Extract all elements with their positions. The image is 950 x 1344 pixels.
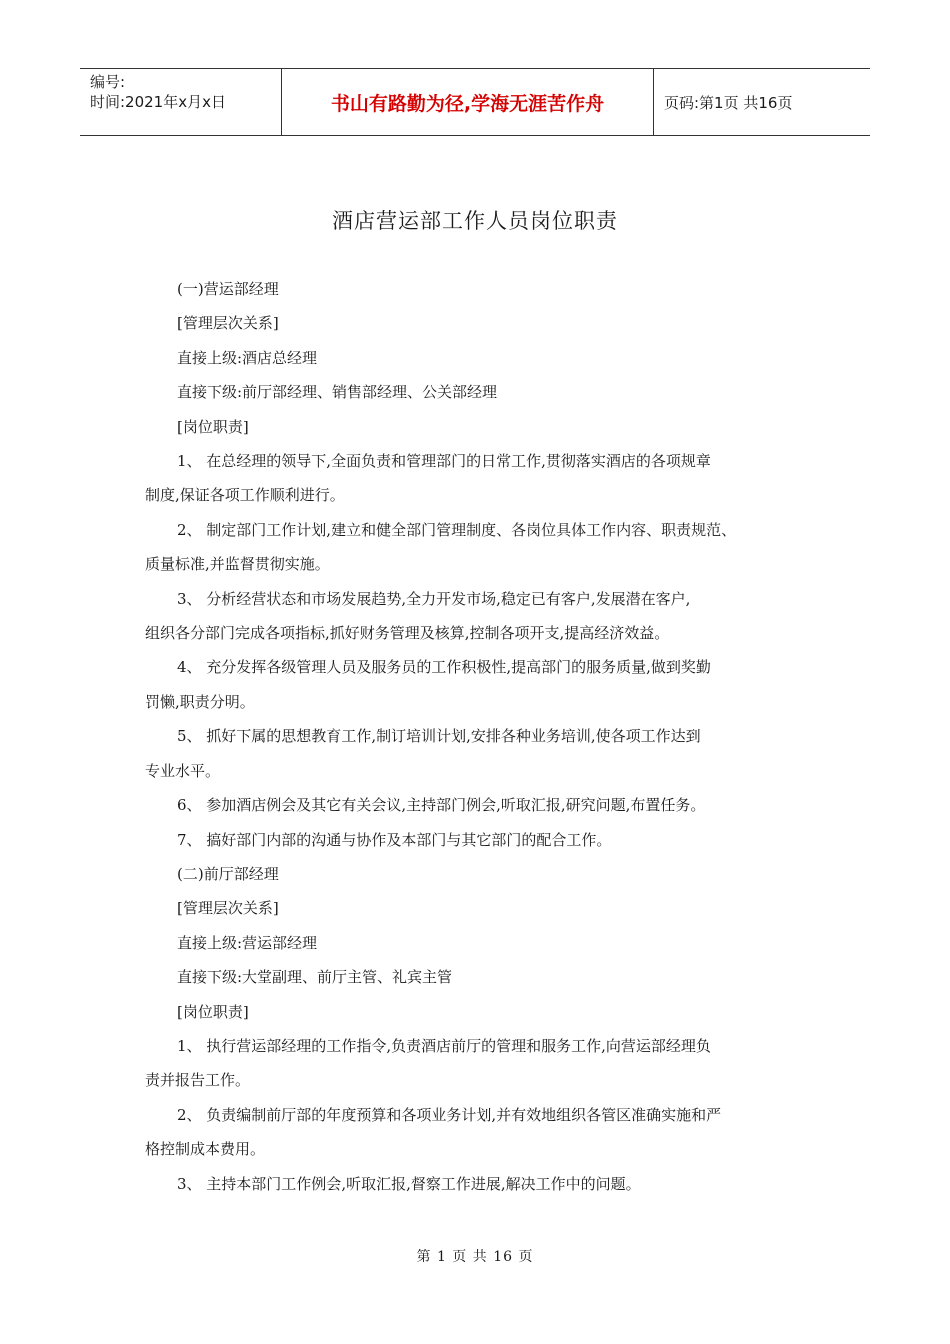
paragraph-line: 专业水平。 <box>145 761 221 780</box>
paragraph-line: 组织各分部门完成各项指标,抓好财务管理及核算,控制各项开支,提高经济效益。 <box>145 624 670 643</box>
paragraph-line: 1、 在总经理的领导下,全面负责和管理部门的日常工作,贯彻落实酒店的各项规章 <box>177 452 711 471</box>
paragraph-line: [管理层次关系] <box>177 899 279 918</box>
paragraph-line: 制度,保证各项工作顺利进行。 <box>145 486 345 505</box>
paragraph-line: 格控制成本费用。 <box>145 1140 266 1159</box>
paragraph-line: (一)营运部经理 <box>177 280 279 298</box>
paragraph-line: [管理层次关系] <box>177 314 279 333</box>
document-time-label: 时间:2021年x月x日 <box>90 93 226 111</box>
paragraph-line: 直接上级:营运部经理 <box>177 933 318 952</box>
paragraph-line: 罚懒,职责分明。 <box>145 692 255 711</box>
paragraph-line: 3、 主持本部门工作例会,听取汇报,督察工作进展,解决工作中的问题。 <box>177 1174 641 1193</box>
paragraph-line: 5、 抓好下属的思想教育工作,制订培训计划,安排各种业务培训,使各项工作达到 <box>177 727 701 746</box>
paragraph-line: 责并报告工作。 <box>145 1071 251 1090</box>
paragraph-line: [岗位职责] <box>177 1002 249 1021</box>
header-page-info: 页码:第1页 共16页 <box>664 93 793 112</box>
paragraph-line: [岗位职责] <box>177 417 249 436</box>
page-footer: 第 1 页 共 16 页 <box>416 1249 534 1265</box>
paragraph-line: 直接下级:前厅部经理、销售部经理、公关部经理 <box>177 383 498 402</box>
paragraph-line: 2、 制定部门工作计划,建立和健全部门管理制度、各岗位具体工作内容、职责规范、 <box>177 520 737 539</box>
paragraph-line: 1、 执行营运部经理的工作指令,负责酒店前厅的管理和服务工作,向营运部经理负 <box>177 1036 711 1055</box>
paragraph-line: 3、 分析经营状态和市场发展趋势,全力开发市场,稳定已有客户,发展潜在客户, <box>177 589 691 608</box>
paragraph-line: 6、 参加酒店例会及其它有关会议,主持部门例会,听取汇报,研究问题,布置任务。 <box>177 796 706 815</box>
paragraph-line: 7、 搞好部门内部的沟通与协作及本部门与其它部门的配合工作。 <box>177 830 612 849</box>
document-body <box>145 272 825 1201</box>
document-number-label: 编号: <box>90 73 126 91</box>
paragraph-line: 直接上级:酒店总经理 <box>177 348 318 367</box>
paragraph-line: 2、 负责编制前厅部的年度预算和各项业务计划,并有效地组织各管区准确实施和严 <box>177 1105 722 1124</box>
paragraph-line: 4、 充分发挥各级管理人员及服务员的工作积极性,提高部门的服务质量,做到奖勤 <box>177 658 711 677</box>
page-header <box>80 68 870 136</box>
header-motto: 书山有路勤为径,学海无涯苦作舟 <box>282 69 654 135</box>
paragraph-line: (二)前厅部经理 <box>177 864 279 883</box>
header-meta <box>80 69 282 135</box>
paragraph-line: 直接下级:大堂副理、前厅主管、礼宾主管 <box>177 968 453 987</box>
document-title: 酒店营运部工作人员岗位职责 <box>332 209 618 233</box>
paragraph-line: 质量标准,并监督贯彻实施。 <box>145 555 330 574</box>
